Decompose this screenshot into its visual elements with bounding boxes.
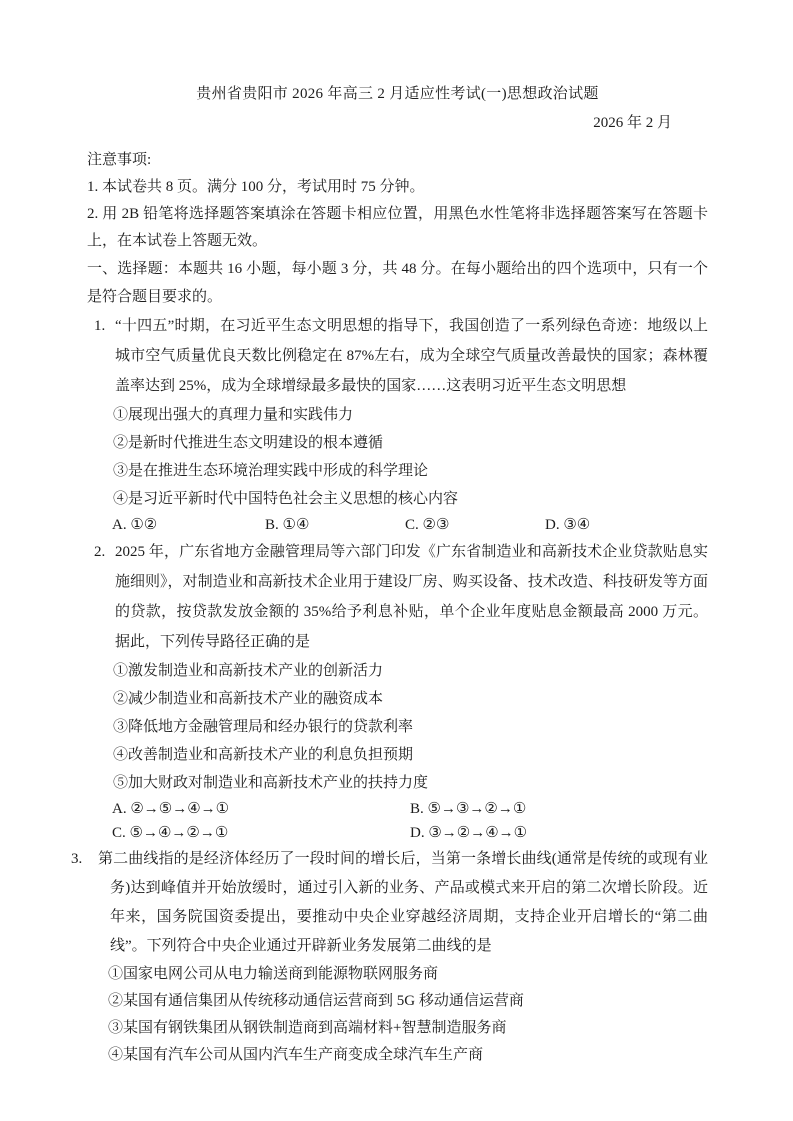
question-1-statement-4: ④是习近平新时代中国特色社会主义思想的核心内容 (113, 491, 459, 507)
notice-item-2: 2. 用 2B 铅笔将选择题答案填涂在答题卡相应位置，用黑色水性笔将非选择题答案写在答题卡上，在本试卷上答题无效。 (87, 206, 708, 249)
question-2-choice-c: C. ⑤→④→②→① (112, 825, 229, 841)
question-2-number: 2. (94, 544, 106, 560)
question-1-choice-d: D. ③④ (545, 517, 591, 533)
question-2-choices (112, 797, 708, 845)
question-1-choice-c: C. ②③ (405, 517, 450, 533)
question-1-number: 1. (94, 318, 106, 334)
exam-date: 2026 年 2 月 (593, 115, 672, 131)
question-1 (87, 311, 708, 537)
notice-item-1: 1. 本试卷共 8 页。满分 100 分，考试用时 75 分钟。 (87, 179, 425, 195)
question-3-statement-3: ③某国有钢铁集团从钢铁制造商到高端材料+智慧制造服务商 (108, 1020, 507, 1036)
notice-heading: 注意事项: (87, 152, 152, 168)
question-3-stem-text: 第二曲线指的是经济体经历了一段时间的增长后，当第一条增长曲线(通常是传统的或现有业务)达到峰值并开始放缓时，通过引入新的业务、产品或模式来开启的第二次增长阶段。近年来，国务院国资委提出，要推动中央企业穿越经济周期，支持企业开启增长的“第二曲线”。下列符合中央企业通过开辟新业务发展第二曲线的是 (98, 851, 708, 954)
question-2-statement-3: ③降低地方金融管理局和经办银行的贷款利率 (113, 719, 414, 735)
question-1-statement-3: ③是在推进生态环境治理实践中形成的科学理论 (113, 463, 429, 479)
question-3-statement-4: ④某国有汽车公司从国内汽车生产商变成全球汽车生产商 (108, 1047, 484, 1063)
question-2 (87, 537, 708, 845)
question-2-statement-5: ⑤加大财政对制造业和高新技术产业的扶持力度 (113, 775, 429, 791)
question-2-statement-1: ①激发制造业和高新技术产业的创新活力 (113, 663, 384, 679)
question-3-stem: 3. 第二曲线指的是经济体经历了一段时间的增长后，当第一条增长曲线(通常是传统的或现有业务)达到峰值并开始放缓时，通过引入新的业务、产品或模式来开启的第二次增长阶段。近年来，国务院国资委提出，要推动中央企业穿越经济周期，支持企业开启增长的“第二曲线”。下列符合中央企业通过开辟新业务发展第二曲线的是 (71, 851, 708, 954)
question-1-choice-b: B. ①④ (265, 517, 310, 533)
exam-title: 贵州省贵阳市 2026 年高三 2 月适应性考试(一)思想政治试题 (196, 86, 599, 102)
question-1-choices (112, 513, 708, 537)
question-2-choice-d: D. ③→②→④→① (410, 825, 528, 841)
question-1-choice-a: A. ①② (112, 517, 158, 533)
question-1-stem-text: “十四五”时期，在习近平生态文明思想的指导下，我国创造了一系列绿色奇迹：地级以上城市空气质量优良天数比例稳定在 87%左右，成为全球空气质量改善最快的国家；森林覆盖率达到 25%，成为全球增绿最多最快的国家……这表明习近平生态文明思想 (115, 318, 708, 394)
question-3-statement-2: ②某国有通信集团从传统移动通信运营商到 5G 移动通信运营商 (108, 993, 524, 1009)
question-1-statement-2: ②是新时代推进生态文明建设的根本遵循 (113, 435, 384, 451)
section-header: 一、选择题：本题共 16 小题，每小题 3 分，共 48 分。在每小题给出的四个选项中，只有一个是符合题目要求的。 (87, 261, 708, 305)
question-2-stem-text: 2025 年，广东省地方金融管理局等六部门印发《广东省制造业和高新技术企业贷款贴息实施细则》，对制造业和高新技术企业用于建设厂房、购买设备、技术改造、科技研发等方面的贷款，按贷款发放金额的 35%给予利息补贴，单个企业年度贴息金额最高 2000 万元。据此，下列传导路径正确的是 (115, 544, 708, 650)
question-1-statement-1: ①展现出强大的真理力量和实践伟力 (113, 407, 354, 423)
question-3-statement-1: ①国家电网公司从电力输送商到能源物联网服务商 (108, 966, 439, 982)
question-3 (71, 845, 708, 1069)
question-2-statement-2: ②减少制造业和高新技术产业的融资成本 (113, 691, 384, 707)
question-2-statement-4: ④改善制造业和高新技术产业的利息负担预期 (113, 747, 414, 763)
question-2-choice-b: B. ⑤→③→②→① (410, 801, 527, 817)
question-2-choice-a: A. ②→⑤→④→① (112, 801, 230, 817)
question-1-stem (87, 311, 708, 401)
question-2-stem (87, 537, 708, 657)
